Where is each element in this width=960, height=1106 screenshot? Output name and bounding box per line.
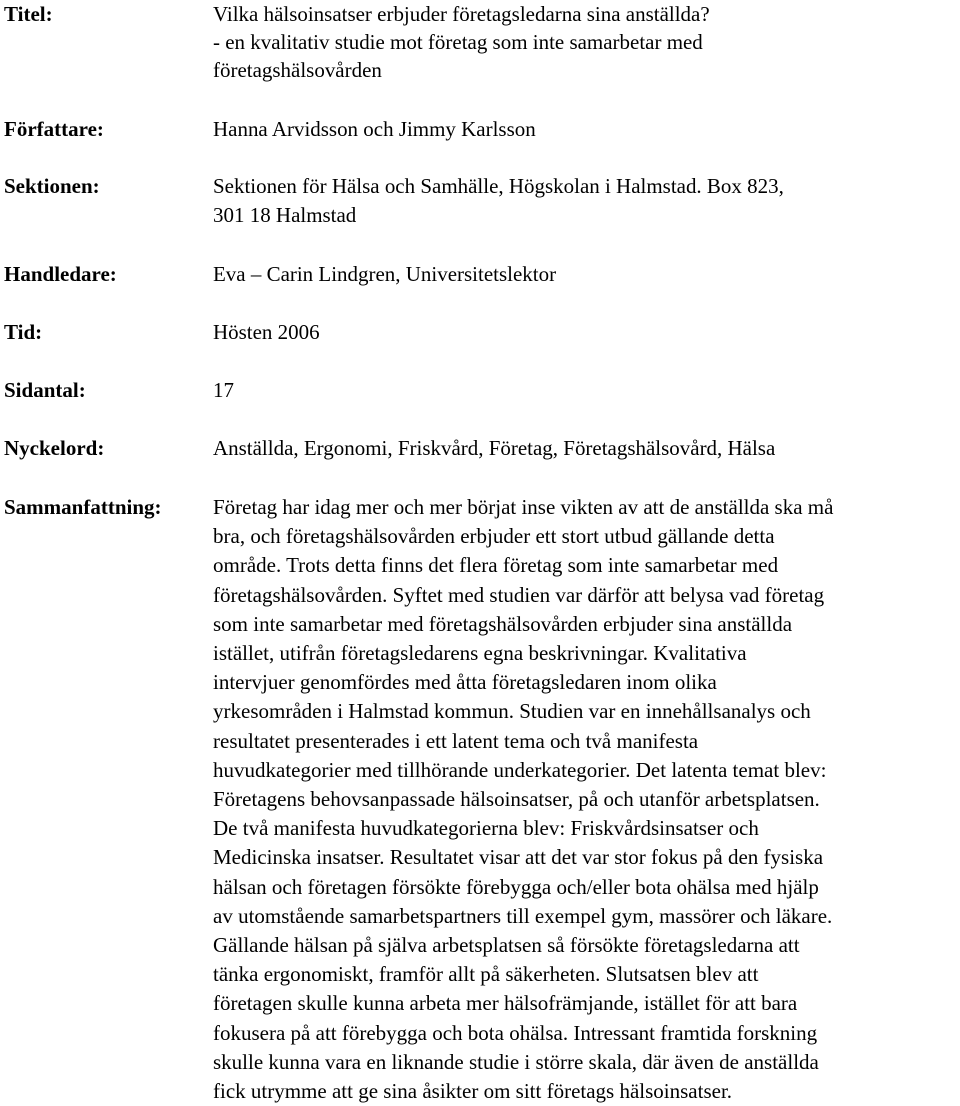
keywords-label: Nyckelord:	[4, 436, 105, 460]
supervisor-label: Handledare:	[4, 262, 117, 286]
summary-line-12: De två manifesta huvudkategorierna blev: Friskvårdsinsatser och	[213, 816, 759, 840]
summary-line-7: intervjuer genomfördes med åtta företagsledaren inom olika	[213, 670, 717, 694]
title-line-2: - en kvalitativ studie mot företag som inte samarbetar med	[213, 30, 703, 54]
summary-line-1: Företag har idag mer och mer börjat inse vikten av att de anställda ska må	[213, 495, 834, 519]
section-line-2: 301 18 Halmstad	[213, 203, 357, 227]
summary-line-5: som inte samarbetar med företagshälsovården erbjuder sina anställda	[213, 612, 793, 636]
pages-label: Sidantal:	[4, 378, 86, 402]
summary-line-17: tänka ergonomiskt, framför allt på säkerheten. Slutsatsen blev att	[213, 962, 759, 986]
section-line-1: Sektionen för Hälsa och Samhälle, Högskolan i Halmstad. Box 823,	[213, 174, 784, 198]
section-label: Sektionen:	[4, 174, 100, 198]
time-label: Tid:	[4, 320, 43, 344]
summary-line-16: Gällande hälsan på själva arbetsplatsen så försökte företagsledarna att	[213, 933, 800, 957]
title-line-3: företagshälsovården	[213, 58, 382, 82]
summary-line-19: fokusera på att förebygga och bota ohälsa. Intressant framtida forskning	[213, 1021, 818, 1045]
summary-line-6: istället, utifrån företagsledarens egna beskrivningar. Kvalitativa	[213, 641, 747, 665]
summary-line-4: företagshälsovården. Syftet med studien var därför att belysa vad företag	[213, 583, 825, 607]
summary-line-15: av utomstående samarbetspartners till exempel gym, massörer och läkare.	[213, 904, 833, 928]
pages-value: 17	[213, 378, 234, 402]
summary-line-14: hälsan och företagen försökte förebygga och/eller bota ohälsa med hjälp	[213, 875, 819, 899]
authors-value: Hanna Arvidsson och Jimmy Karlsson	[213, 117, 536, 141]
summary-line-10: huvudkategorier med tillhörande underkategorier. Det latenta temat blev:	[213, 758, 827, 782]
summary-line-3: område. Trots detta finns det flera företag som inte samarbetar med	[213, 553, 779, 577]
supervisor-value: Eva – Carin Lindgren, Universitetslektor	[213, 262, 557, 286]
authors-label: Författare:	[4, 117, 104, 141]
keywords-value: Anställda, Ergonomi, Friskvård, Företag, Företagshälsovård, Hälsa	[213, 436, 776, 460]
time-value: Hösten 2006	[213, 320, 320, 344]
summary-line-20: skulle kunna vara en liknande studie i större skala, där även de anställda	[213, 1050, 819, 1074]
summary-line-9: resultatet presenterades i ett latent tema och två manifesta	[213, 729, 699, 753]
summary-line-13: Medicinska insatser. Resultatet visar att det var stor fokus på den fysiska	[213, 845, 824, 869]
summary-label: Sammanfattning:	[4, 495, 162, 519]
summary-line-2: bra, och företagshälsovården erbjuder ett stort utbud gällande detta	[213, 524, 775, 548]
title-label: Titel:	[4, 2, 53, 26]
title-line-1: Vilka hälsoinsatser erbjuder företagsledarna sina anställda?	[213, 2, 710, 26]
summary-line-8: yrkesområden i Halmstad kommun. Studien var en innehållsanalys och	[213, 699, 811, 723]
summary-line-21: fick utrymme att ge sina åsikter om sitt företags hälsoinsatser.	[213, 1079, 733, 1103]
summary-line-11: Företagens behovsanpassade hälsoinsatser, på och utanför arbetsplatsen.	[213, 787, 820, 811]
summary-line-18: företagen skulle kunna arbeta mer hälsofrämjande, istället för att bara	[213, 991, 798, 1015]
